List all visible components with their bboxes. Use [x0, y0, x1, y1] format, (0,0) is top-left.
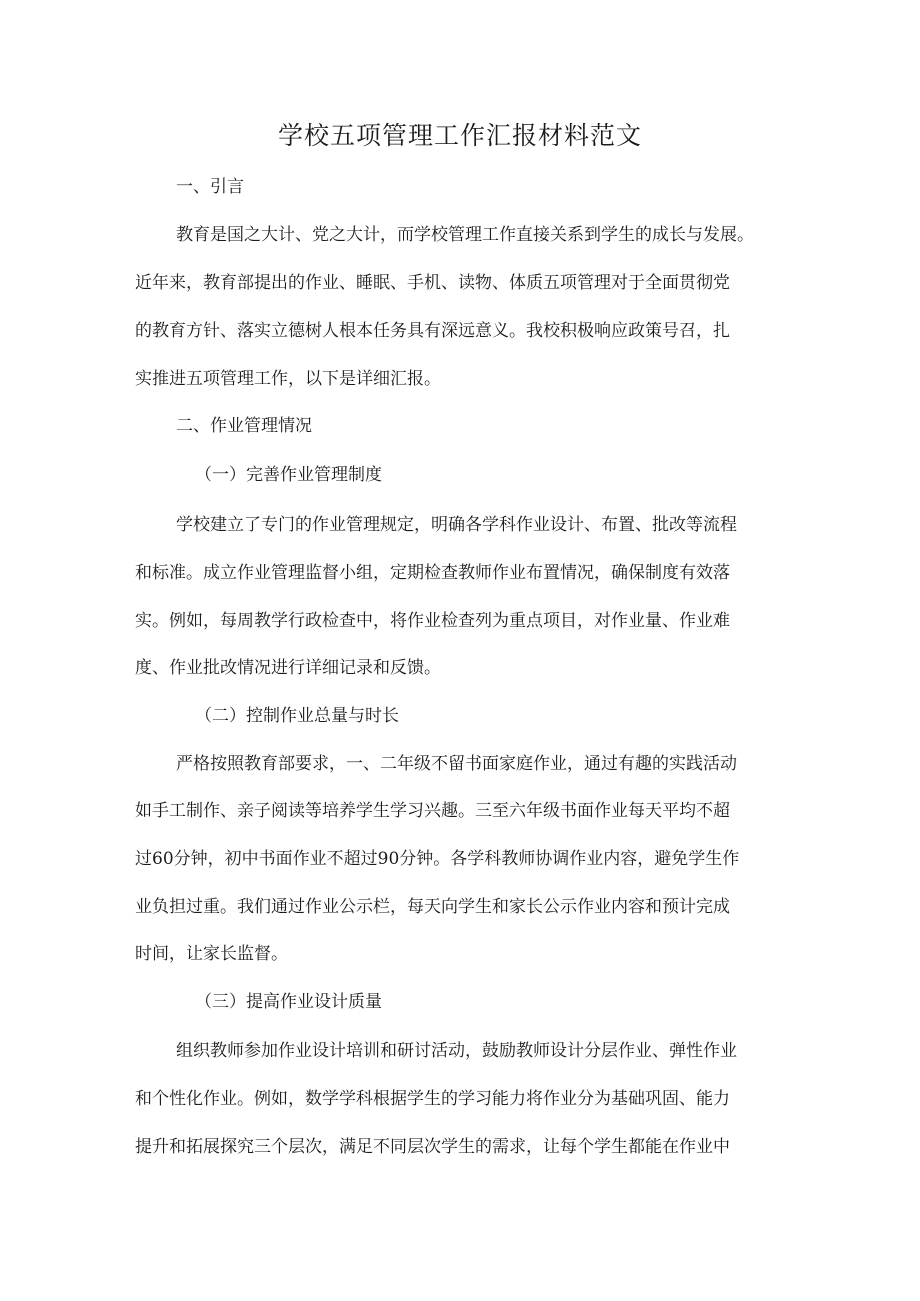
paragraph-line: 严格按照教育部要求，一、二年级不留书面家庭作业，通过有趣的实践活动: [176, 754, 737, 774]
paragraph-line: 近年来，教育部提出的作业、睡眠、手机、读物、体质五项管理对于全面贯彻党: [135, 273, 730, 293]
paragraph-line: 如手工制作、亲子阅读等培养学生学习兴趣。三至六年级书面作业每天平均不超: [135, 801, 730, 821]
paragraph-line: 时间，让家长监督。: [135, 944, 288, 964]
paragraph-line: 提升和拓展探究三个层次，满足不同层次学生的需求，让每个学生都能在作业中: [135, 1137, 730, 1157]
paragraph-line: 实推进五项管理工作，以下是详细汇报。: [135, 369, 441, 389]
document-title: 学校五项管理工作汇报材料范文: [277, 121, 642, 150]
paragraph-line: 学校建立了专门的作业管理规定，明确各学科作业设计、布置、批改等流程: [176, 515, 737, 535]
paragraph-line: 和个性化作业。例如，数学学科根据学生的学习能力将作业分为基础巩固、能力: [135, 1089, 730, 1109]
paragraph-line: 的教育方针、落实立德树人根本任务具有深远意义。我校积极响应政策号召，扎: [135, 321, 730, 341]
subsection-heading: （一）完善作业管理制度: [195, 465, 382, 485]
subsection-heading: （二）控制作业总量与时长: [195, 706, 399, 726]
paragraph-line: 和标准。成立作业管理监督小组，定期检查教师作业布置情况，确保制度有效落: [135, 563, 730, 583]
paragraph-line: 业负担过重。我们通过作业公示栏，每天向学生和家长公示作业内容和预计完成: [135, 897, 730, 917]
paragraph-line: 教育是国之大计、党之大计，而学校管理工作直接关系到学生的成长与发展。: [176, 225, 754, 245]
section-heading-introduction: 一、引言: [176, 177, 244, 197]
paragraph-line: 过60分钟，初中书面作业不超过90分钟。各学科教师协调作业内容，避免学生作: [135, 849, 740, 869]
paragraph-line: 度、作业批改情况进行详细记录和反馈。: [135, 658, 441, 678]
paragraph-line: 组织教师参加作业设计培训和研讨活动，鼓励教师设计分层作业、弹性作业: [176, 1041, 737, 1061]
paragraph-line: 实。例如，每周教学行政检查中，将作业检查列为重点项目，对作业量、作业难: [135, 611, 730, 631]
section-heading-homework: 二、作业管理情况: [176, 416, 312, 436]
subsection-heading: （三）提高作业设计质量: [195, 992, 382, 1012]
